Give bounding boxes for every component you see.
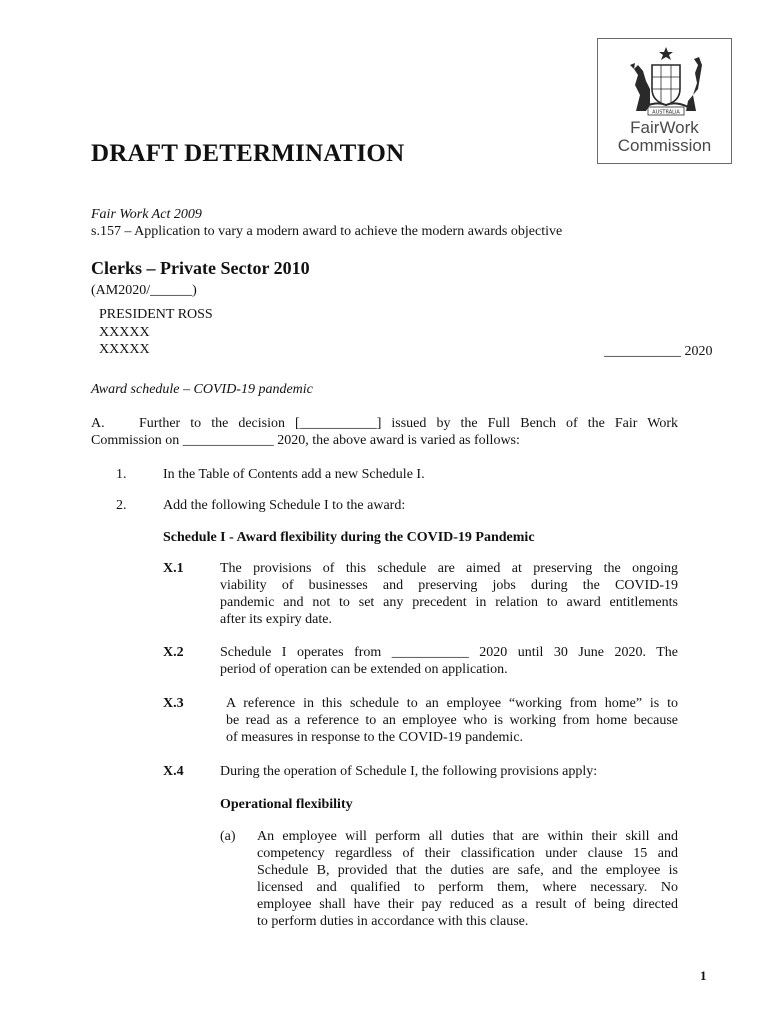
page-title: DRAFT DETERMINATION — [91, 140, 405, 167]
bench-member: XXXXX — [99, 325, 150, 340]
clause-line: pandemic and not to set any precedent in relation to award entitlements — [220, 595, 678, 610]
subheading-operational-flexibility: Operational flexibility — [220, 797, 353, 812]
bench-member: PRESIDENT ROSS — [99, 307, 213, 322]
coat-of-arms-icon — [626, 45, 706, 117]
subclause-line: competency regardless of their classification under clause 15 and — [257, 846, 678, 861]
clause-line: period of operation can be extended on application. — [220, 662, 508, 677]
item-text: Add the following Schedule I to the award: — [163, 498, 406, 513]
page-number: 1 — [700, 968, 707, 983]
subclause-line: licensed and qualified to perform them, where necessary. No — [257, 880, 678, 895]
para-a-label: A. — [91, 416, 105, 431]
clause-line: During the operation of Schedule I, the following provisions apply: — [220, 764, 598, 779]
award-title: Clerks – Private Sector 2010 — [91, 258, 310, 278]
section-line: s.157 – Application to vary a modern award to achieve the modern awards objective — [91, 224, 563, 239]
determination-date: ___________ 2020 — [604, 344, 713, 359]
subclause-label: (a) — [220, 829, 236, 844]
subclause-line: to perform duties in accordance with this clause. — [257, 914, 529, 929]
clause-line: Schedule I operates from ___________ 2020 until 30 June 2020. The — [220, 645, 678, 660]
clause-number: X.2 — [163, 645, 184, 660]
clause-number: X.4 — [163, 764, 184, 779]
subject-line: Award schedule – COVID-19 pandemic — [91, 382, 313, 397]
item-number: 1. — [116, 467, 127, 482]
clause-line: The provisions of this schedule are aimed at preserving the ongoing — [220, 561, 678, 576]
para-a-line1: Further to the decision [___________] issued by the Full Bench of the Fair Work — [139, 416, 678, 431]
crest-banner-text: AUSTRALIA — [652, 109, 680, 116]
matter-number: (AM2020/______) — [91, 283, 197, 298]
fair-work-commission-logo — [597, 38, 732, 164]
subclause-line: Schedule B, provided that the duties are safe, and the employee is — [257, 863, 678, 878]
clause-number: X.1 — [163, 561, 184, 576]
subclause-line: An employee will perform all duties that are within their skill and — [257, 829, 678, 844]
logo-line-fairwork: FairWork — [630, 118, 699, 137]
para-a-line2: Commission on _____________ 2020, the above award is varied as follows: — [91, 433, 520, 448]
schedule-heading: Schedule I - Award flexibility during the COVID-19 Pandemic — [163, 530, 535, 545]
item-text: In the Table of Contents add a new Schedule I. — [163, 467, 425, 482]
act-name: Fair Work Act 2009 — [91, 207, 202, 222]
logo-line-commission: Commission — [617, 136, 712, 155]
clause-number: X.3 — [163, 696, 184, 711]
clause-line: of measures in response to the COVID-19 pandemic. — [226, 730, 524, 745]
item-number: 2. — [116, 498, 127, 513]
clause-line: A reference in this schedule to an employee “working from home” is to — [226, 696, 678, 711]
bench-member: XXXXX — [99, 342, 150, 357]
clause-line: after its expiry date. — [220, 612, 332, 627]
clause-line: viability of businesses and preserving jobs during the COVID-19 — [220, 578, 678, 593]
subclause-line: employee shall have their pay reduced as a result of being directed — [257, 897, 678, 912]
clause-line: be read as a reference to an employee who is working from home because — [226, 713, 678, 728]
